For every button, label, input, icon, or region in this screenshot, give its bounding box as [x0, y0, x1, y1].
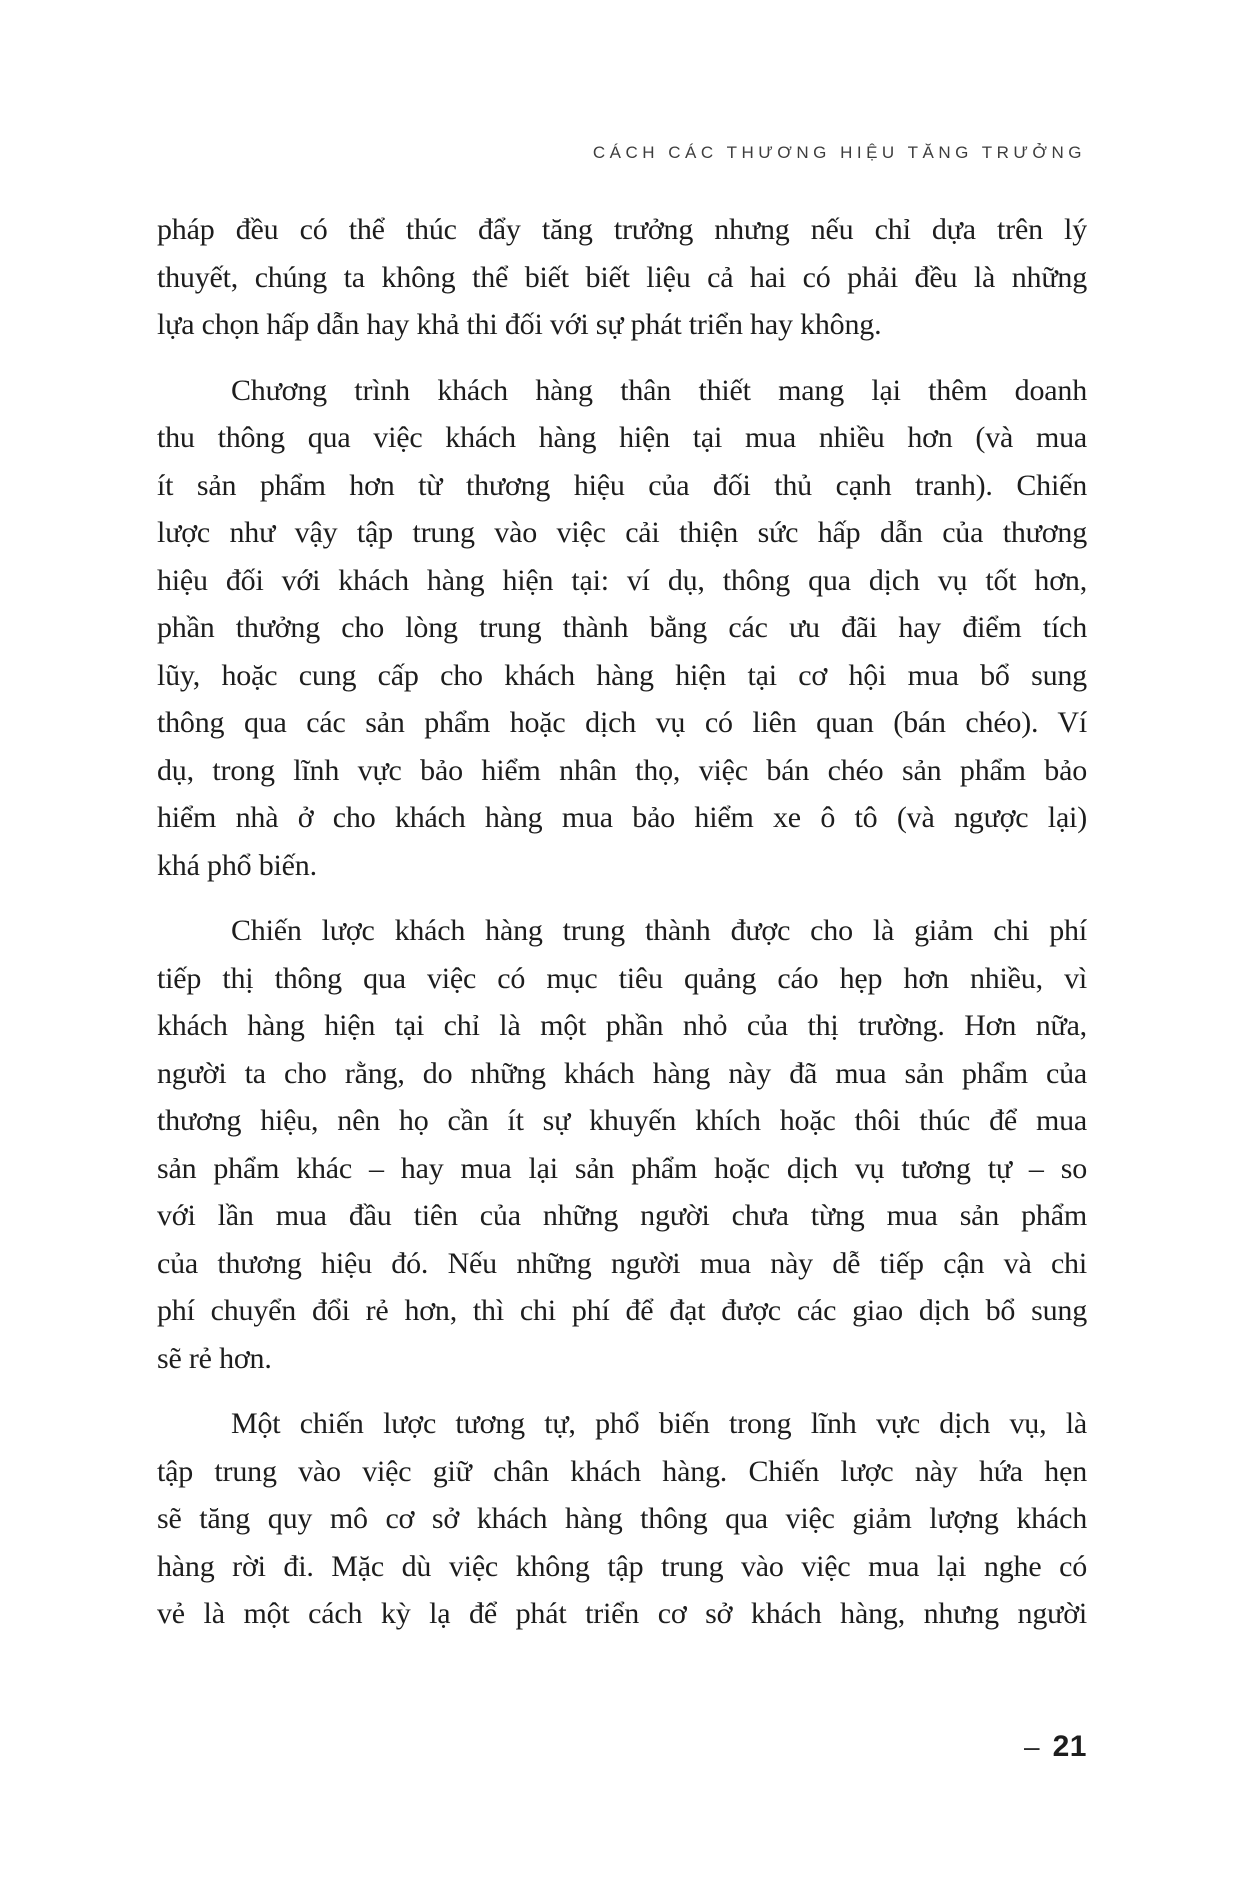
text-line: phần thưởng cho lòng trung thành bằng các ưu đãi hay điểm tích [157, 611, 1087, 644]
paragraph [157, 206, 1087, 349]
text-line: phí chuyển đổi rẻ hơn, thì chi phí để đạt được các giao dịch bổ sung [157, 1294, 1087, 1327]
text-line: tiếp thị thông qua việc có mục tiêu quảng cáo hẹp hơn nhiều, vì [157, 961, 1087, 995]
text-line: sẽ tăng quy mô cơ sở khách hàng thông qua việc giảm lượng khách [157, 1502, 1087, 1535]
text-line: hàng rời đi. Mặc dù việc không tập trung vào việc mua lại nghe có [157, 1549, 1087, 1583]
text-line: lũy, hoặc cung cấp cho khách hàng hiện tại cơ hội mua bổ sung [157, 658, 1087, 692]
text-line: thuyết, chúng ta không thể biết biết liệu cả hai có phải đều là những [157, 260, 1087, 294]
text-line: ít sản phẩm hơn từ thương hiệu của đối thủ cạnh tranh). Chiến [157, 468, 1087, 502]
paragraph [157, 367, 1087, 890]
text-line: vẻ là một cách kỳ lạ để phát triển cơ sở khách hàng, nhưng người [157, 1597, 1087, 1630]
text-line: với lần mua đầu tiên của những người chưa từng mua sản phẩm [157, 1199, 1087, 1232]
page-body [157, 206, 1087, 1638]
text-line: Chương trình khách hàng thân thiết mang lại thêm doanh [231, 373, 1087, 407]
text-line: dụ, trong lĩnh vực bảo hiểm nhân thọ, việc bán chéo sản phẩm bảo [157, 753, 1087, 787]
text-line: thu thông qua việc khách hàng hiện tại mua nhiều hơn (và mua [157, 421, 1087, 454]
text-line: sản phẩm khác – hay mua lại sản phẩm hoặc dịch vụ tương tự – so [157, 1151, 1087, 1185]
page-number-dash: – [1024, 1731, 1040, 1762]
paragraph [157, 1400, 1087, 1638]
text-line: người ta cho rằng, do những khách hàng này đã mua sản phẩm của [157, 1056, 1087, 1090]
text-line: thương hiệu, nên họ cần ít sự khuyến khích hoặc thôi thúc để mua [157, 1104, 1087, 1137]
running-header: CÁCH CÁC THƯƠNG HIỆU TĂNG TRƯỞNG [592, 143, 1086, 162]
page-footer [1024, 1732, 1087, 1762]
page-number: 21 [1052, 1730, 1087, 1763]
text-line: của thương hiệu đó. Nếu những người mua này dễ tiếp cận và chi [157, 1246, 1087, 1280]
text-line: lược như vậy tập trung vào việc cải thiện sức hấp dẫn của thương [157, 516, 1087, 549]
text-line: khá phổ biến. [157, 848, 317, 882]
text-line: tập trung vào việc giữ chân khách hàng. Chiến lược này hứa hẹn [157, 1454, 1087, 1488]
text-line: Chiến lược khách hàng trung thành được cho là giảm chi phí [231, 914, 1087, 947]
text-line: thông qua các sản phẩm hoặc dịch vụ có liên quan (bán chéo). Ví [157, 706, 1087, 739]
text-line: hiểm nhà ở cho khách hàng mua bảo hiểm xe ô tô (và ngược lại) [157, 801, 1087, 834]
text-line: sẽ rẻ hơn. [157, 1341, 272, 1375]
paragraph [157, 907, 1087, 1382]
text-line: Một chiến lược tương tự, phổ biến trong lĩnh vực dịch vụ, là [231, 1407, 1087, 1440]
text-line: lựa chọn hấp dẫn hay khả thi đối với sự phát triển hay không. [157, 308, 882, 341]
text-line: hiệu đối với khách hàng hiện tại: ví dụ, thông qua dịch vụ tốt hơn, [157, 563, 1087, 597]
text-line: khách hàng hiện tại chỉ là một phần nhỏ của thị trường. Hơn nữa, [157, 1009, 1087, 1042]
text-line: pháp đều có thể thúc đẩy tăng trưởng nhưng nếu chỉ dựa trên lý [157, 213, 1087, 246]
